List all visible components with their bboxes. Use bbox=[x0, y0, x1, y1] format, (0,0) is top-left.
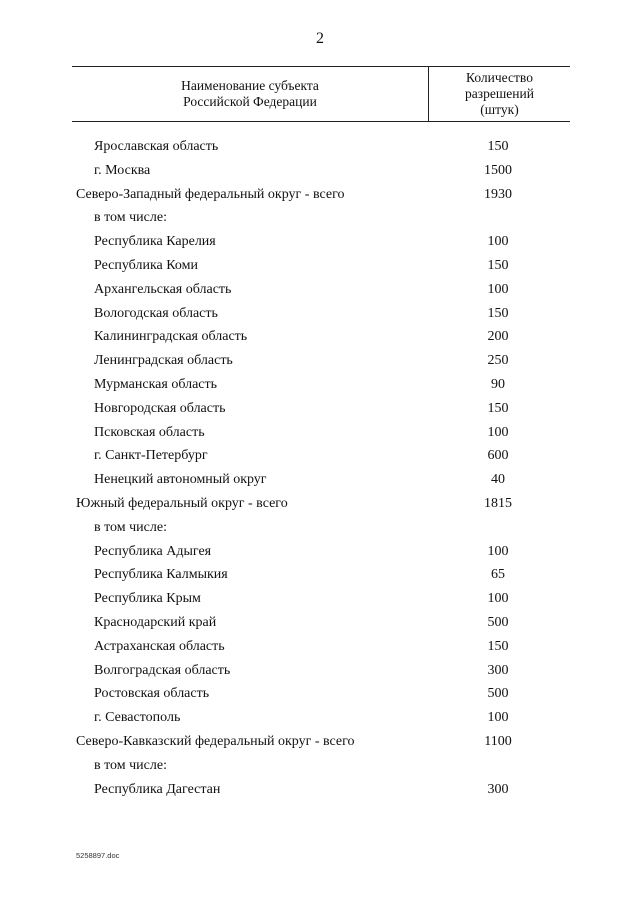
table-row bbox=[0, 468, 640, 492]
subject-name: Республика Дагестан bbox=[94, 781, 221, 797]
header-subject-line1: Наименование субъекта bbox=[181, 78, 319, 93]
permit-count: 500 bbox=[487, 686, 509, 702]
table-row bbox=[0, 206, 640, 230]
permit-count: 1100 bbox=[484, 733, 512, 749]
permit-count: 150 bbox=[487, 638, 509, 654]
header-count-line3: (штук) bbox=[480, 102, 519, 117]
table-row bbox=[0, 611, 640, 635]
table-row bbox=[0, 135, 640, 159]
table-row bbox=[0, 778, 640, 802]
permit-count: 250 bbox=[487, 353, 509, 369]
permit-count: 1815 bbox=[484, 495, 512, 511]
permit-count: 600 bbox=[487, 448, 509, 464]
subject-name: г. Москва bbox=[94, 162, 151, 178]
permit-count: 150 bbox=[487, 400, 509, 416]
subject-name: Ярославская область bbox=[94, 139, 219, 154]
subject-name: г. Севастополь bbox=[94, 710, 181, 726]
subject-name: в том числе: bbox=[94, 519, 167, 535]
permit-count: 100 bbox=[487, 424, 509, 440]
subject-name: Новгородская область bbox=[94, 400, 226, 416]
permit-count: 200 bbox=[487, 329, 509, 345]
permit-count: 100 bbox=[487, 591, 509, 607]
subject-name: Архангельская область bbox=[94, 281, 232, 297]
table-row bbox=[0, 587, 640, 611]
header-subject-line2: Российской Федерации bbox=[183, 94, 317, 109]
table-row bbox=[0, 397, 640, 421]
subject-name: Северо-Западный федеральный округ - всего bbox=[76, 186, 345, 202]
permit-count: 100 bbox=[487, 710, 509, 726]
subject-name: Вологодская область bbox=[94, 305, 218, 321]
table-row bbox=[0, 183, 640, 207]
table-row bbox=[0, 563, 640, 587]
table-row bbox=[0, 492, 640, 516]
subject-name: Ленинградская область bbox=[94, 353, 233, 369]
table-row bbox=[0, 730, 640, 754]
permit-count: 90 bbox=[491, 376, 505, 392]
subject-name: Северо-Кавказский федеральный округ - всего bbox=[76, 733, 355, 749]
table-row bbox=[0, 159, 640, 183]
permit-count: 500 bbox=[487, 614, 509, 630]
table-row bbox=[0, 373, 640, 397]
subject-name: Астраханская область bbox=[94, 638, 225, 654]
header-count-line1: Количество bbox=[466, 70, 533, 85]
subject-name: Волгоградская область bbox=[94, 662, 231, 678]
table-row bbox=[0, 278, 640, 302]
header-count-line2: разрешений bbox=[465, 86, 534, 101]
subject-name: Южный федеральный округ - всего bbox=[76, 495, 288, 511]
table-body bbox=[0, 135, 640, 801]
subject-name: в том числе: bbox=[94, 757, 167, 773]
table-row bbox=[0, 540, 640, 564]
subject-name: Псковская область bbox=[94, 424, 205, 440]
permit-count: 100 bbox=[487, 281, 509, 297]
permit-count: 1500 bbox=[484, 162, 512, 178]
subject-name: г. Санкт-Петербург bbox=[94, 448, 208, 464]
table-row bbox=[0, 349, 640, 373]
subject-name: Республика Коми bbox=[94, 257, 198, 273]
table-row bbox=[0, 635, 640, 659]
document-filename: 5258897.doc bbox=[76, 851, 120, 860]
table-row bbox=[0, 444, 640, 468]
header-count-column bbox=[429, 67, 570, 121]
table-row bbox=[0, 325, 640, 349]
subject-name: Калининградская область bbox=[94, 329, 248, 345]
permit-count: 150 bbox=[487, 257, 509, 273]
permit-count: 40 bbox=[491, 472, 505, 488]
permit-count: 300 bbox=[487, 662, 509, 678]
subject-name: Республика Крым bbox=[94, 591, 201, 607]
table-row bbox=[0, 754, 640, 778]
subject-name: Краснодарский край bbox=[94, 614, 217, 630]
table-row bbox=[0, 421, 640, 445]
permit-count: 300 bbox=[487, 781, 509, 797]
table-row bbox=[0, 516, 640, 540]
subject-name: в том числе: bbox=[94, 210, 167, 226]
header-subject-column bbox=[72, 67, 429, 121]
table-row bbox=[0, 302, 640, 326]
permit-count: 150 bbox=[487, 139, 509, 154]
permit-count: 1930 bbox=[484, 186, 512, 202]
subject-name: Ростовская область bbox=[94, 686, 210, 702]
subject-name: Мурманская область bbox=[94, 376, 218, 392]
subject-name: Республика Адыгея bbox=[94, 543, 212, 559]
table-row bbox=[0, 706, 640, 730]
table-row bbox=[0, 254, 640, 278]
permit-count: 100 bbox=[487, 234, 509, 250]
permit-count: 100 bbox=[487, 543, 509, 559]
table-row bbox=[0, 682, 640, 706]
permit-count: 150 bbox=[487, 305, 509, 321]
table-row bbox=[0, 230, 640, 254]
subject-name: Ненецкий автономный округ bbox=[94, 472, 267, 488]
subject-name: Республика Карелия bbox=[94, 234, 216, 250]
permit-count: 65 bbox=[491, 567, 505, 583]
subject-name: Республика Калмыкия bbox=[94, 567, 228, 583]
table-row bbox=[0, 659, 640, 683]
page-number: 2 bbox=[316, 30, 324, 47]
table-header bbox=[72, 66, 570, 122]
